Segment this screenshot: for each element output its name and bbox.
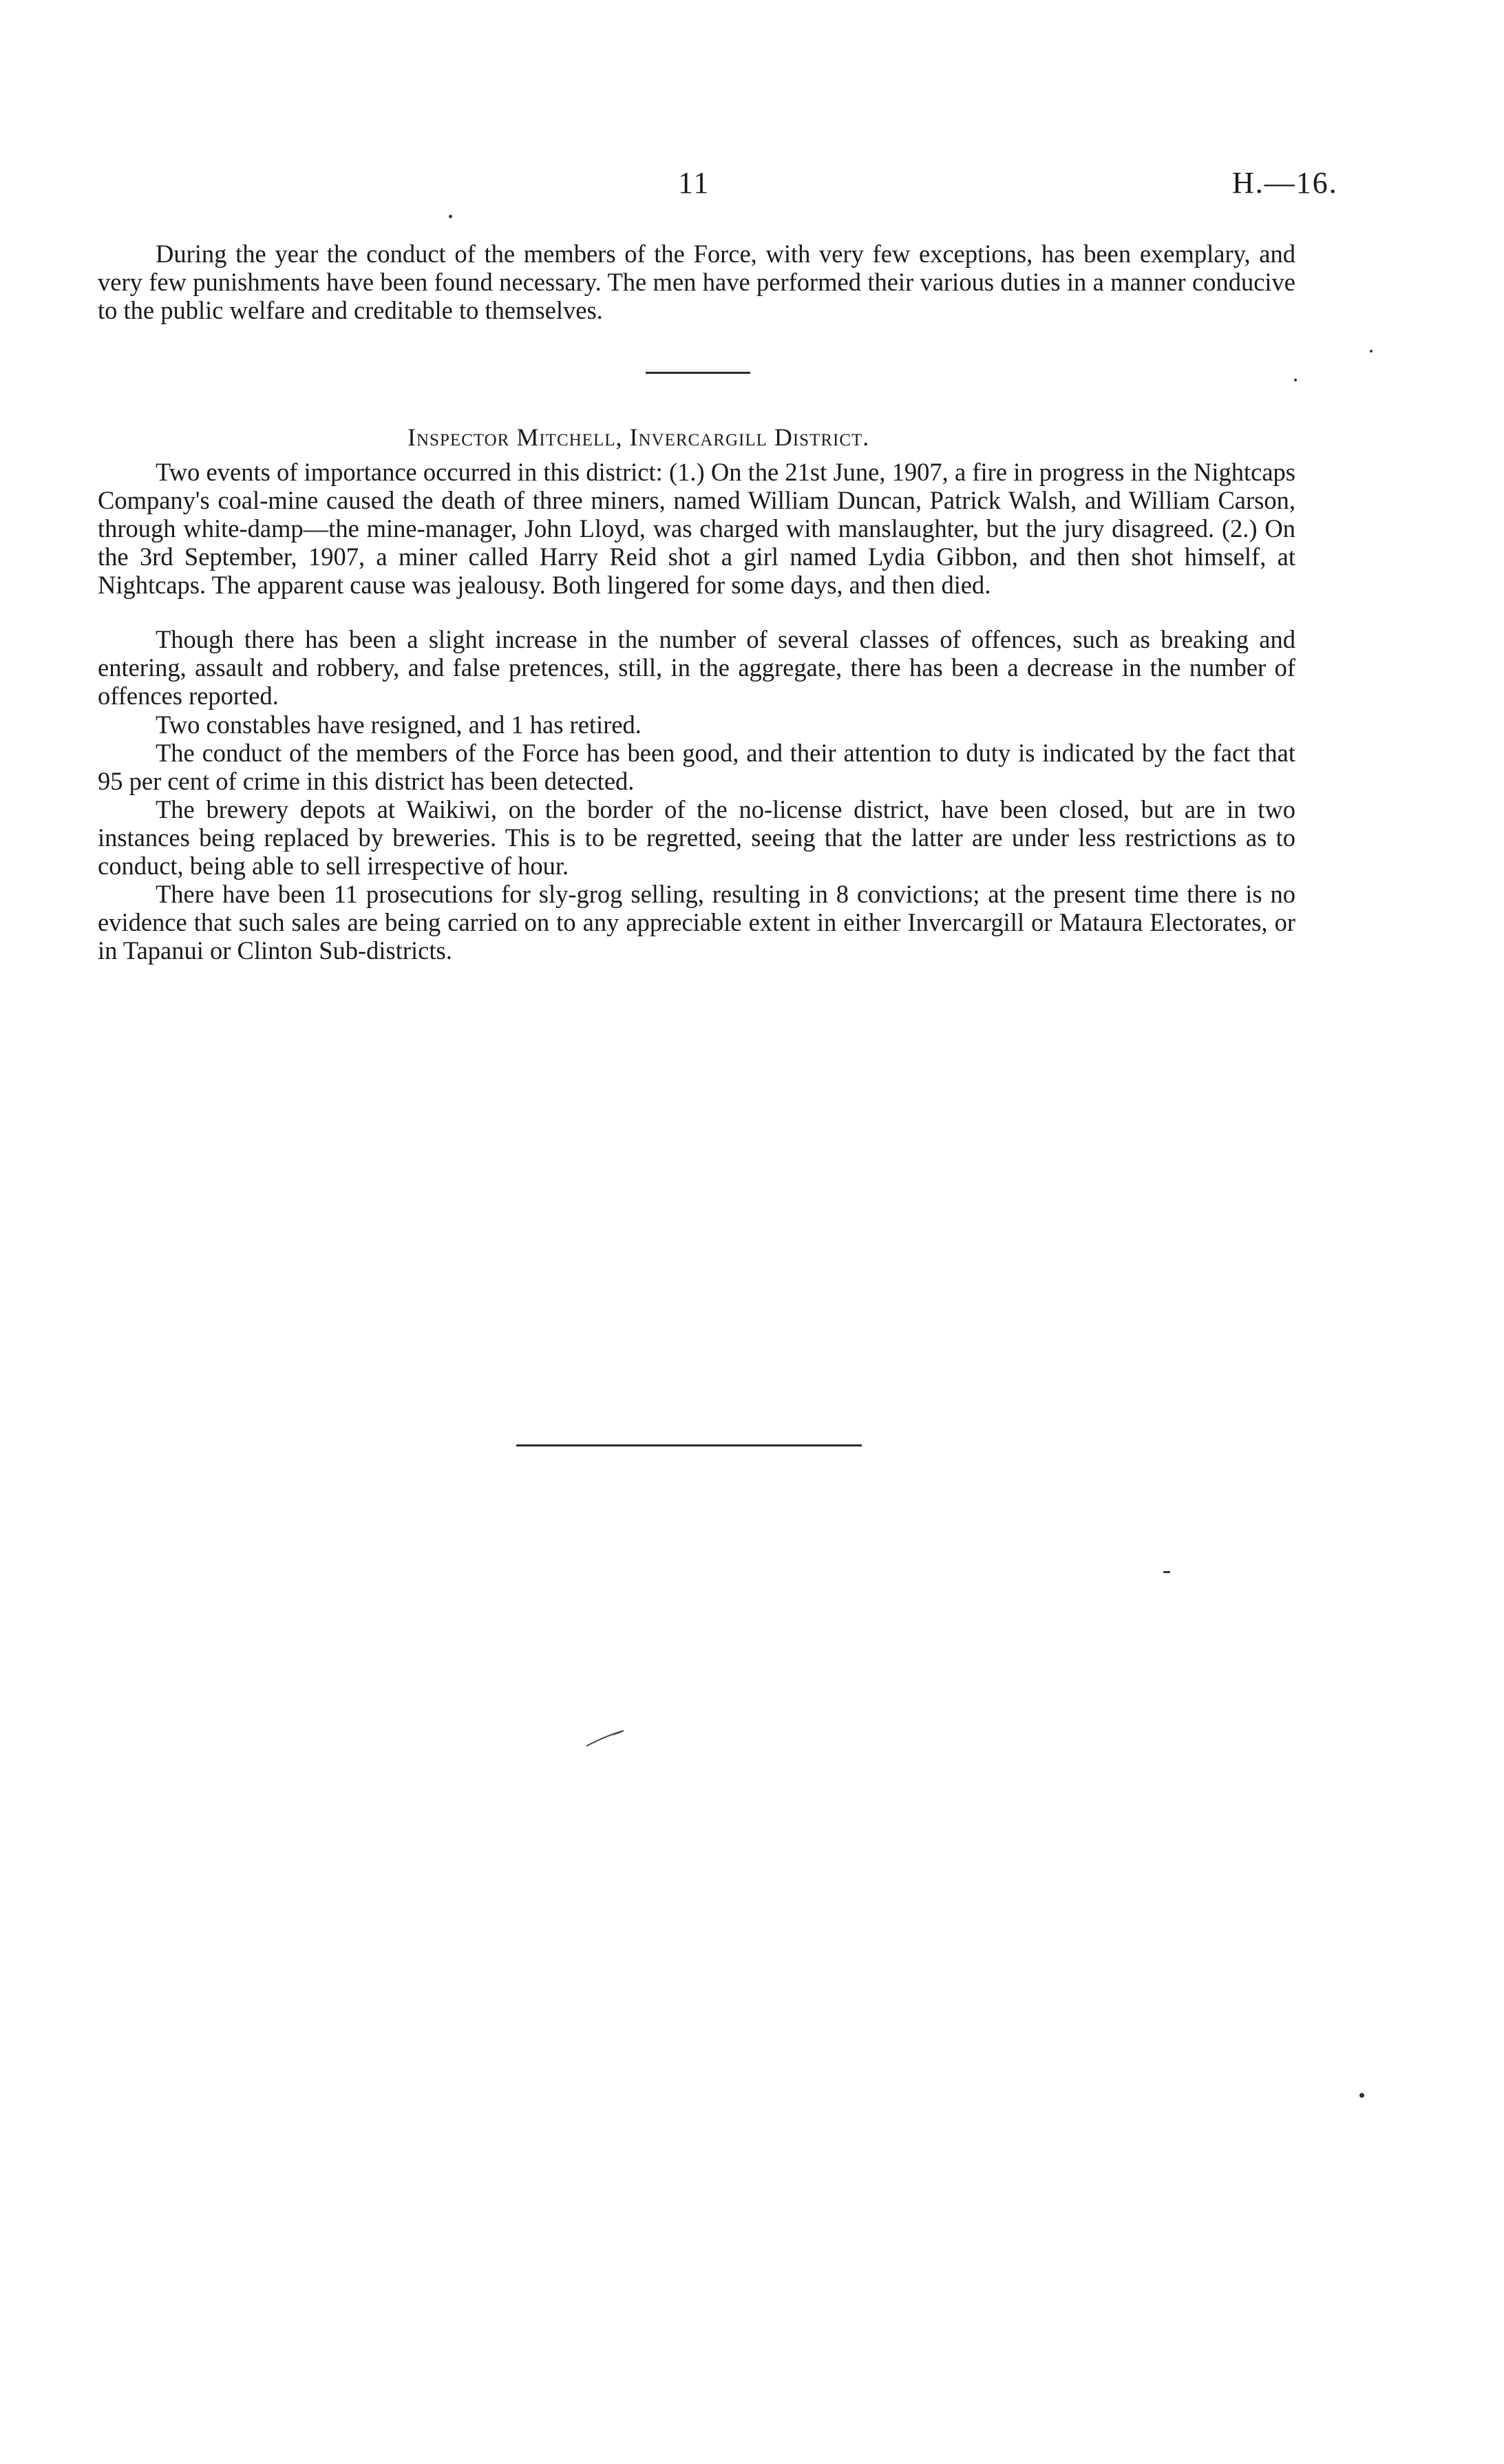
pen-mark: [585, 1728, 626, 1749]
section-paragraph: Though there has been a slight increase in the number of several classes of offences, such as breaking and entering, assault and robbery, and false pretences, still, in the aggregate, there has been a decrease in the number of offences reported.: [98, 625, 1295, 710]
ink-speck: [449, 215, 452, 218]
section-paragraph: The conduct of the members of the Force has been good, and their attention to duty is indicated by the fact that 95 per cent of crime in this district has been detected.: [98, 739, 1295, 795]
intro-paragraph: During the year the conduct of the members of the Force, with very few exceptions, has been exemplary, and very few punishments have been found necessary. The men have performed their various duties in a manner conducive to the public welfare and creditable to themselves.: [98, 240, 1295, 324]
document-reference: H.—16.: [1232, 166, 1338, 200]
ink-speck: [1370, 350, 1373, 352]
section-divider: [646, 372, 750, 374]
page-number: 11: [678, 166, 710, 200]
end-rule: [516, 1444, 862, 1446]
ink-speck: [1163, 1571, 1170, 1573]
ink-speck: [1359, 2093, 1364, 2098]
section-paragraph: There have been 11 prosecutions for sly-grog selling, resulting in 8 convictions; at the present time there is no evidence that such sales are being carried on to any appreciable extent in either Invercargill or Mataura Electorates, or in Tapanui or Clinton Sub-districts.: [98, 880, 1295, 965]
section-paragraph: Two constables have resigned, and 1 has retired.: [156, 710, 642, 739]
ink-speck: [1294, 379, 1297, 381]
section-heading: Inspector Mitchell, Invercargill District.: [407, 423, 870, 451]
section-paragraph: The brewery depots at Waikiwi, on the border of the no-license district, have been closed, but are in two instances being replaced by breweries. This is to be regretted, seeing that the latter are under less restrictions as to conduct, being able to sell irrespective of hour.: [98, 795, 1295, 880]
section-paragraph: Two events of importance occurred in this district: (1.) On the 21st June, 1907, a fire in progress in the Nightcaps Company's coal-mine caused the death of three miners, named William Duncan, Patrick Walsh, and William Carson, through white-damp—the mine-manager, John Lloyd, was charged with manslaughter, but the jury disagreed. (2.) On the 3rd September, 1907, a miner called Harry Reid shot a girl named Lydia Gibbon, and then shot himself, at Nightcaps. The apparent cause was jealousy. Both lingered for some days, and then died.: [98, 458, 1295, 599]
